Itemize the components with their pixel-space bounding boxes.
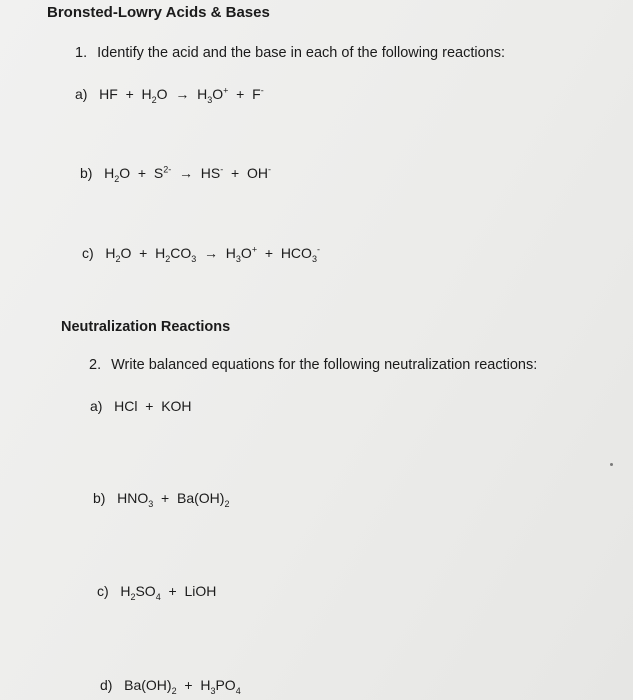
reaction-c-label: c)	[82, 245, 94, 261]
neutralization-d-label: d)	[100, 677, 113, 693]
page-title: Bronsted-Lowry Acids & Bases	[47, 4, 270, 21]
reaction-a: a) HF + $H_2O \to H_3O^+ + F^-$	[75, 85, 264, 105]
neutralization-c-label: c)	[97, 583, 109, 599]
reaction-c: c) $H_2O + H_2CO_3 \to H_3O^+ + HCO_3^-$	[82, 244, 320, 264]
question-1-number: 1.	[75, 45, 88, 61]
paper-speck	[610, 463, 613, 466]
reaction-b: b) $H_2O + S^{2-} \to HS^- + OH^-$	[80, 164, 271, 184]
reaction-b-label: b)	[80, 165, 93, 181]
question-2-number: 2.	[89, 357, 102, 373]
neutralization-d: d) $Ba(OH)_2 + H_3PO_4$	[100, 677, 241, 696]
question-1-prompt: Identify the acid and the base in each of the following reactions:	[97, 45, 506, 61]
question-2	[89, 357, 537, 373]
section-heading-neutralization: Neutralization Reactions	[61, 319, 231, 335]
neutralization-c: c) $H_2SO_4$ + LiOH	[97, 583, 217, 602]
question-2-prompt: Write balanced equations for the following neutralization reactions:	[111, 357, 538, 373]
neutralization-a: a) HCl + KOH	[90, 398, 192, 414]
reaction-a-label: a)	[75, 86, 88, 102]
neutralization-b-label: b)	[93, 490, 106, 506]
neutralization-a-label: a)	[90, 398, 103, 414]
question-1	[75, 45, 505, 61]
neutralization-b: b) $HNO_3 + Ba(OH)_2$	[93, 490, 230, 509]
